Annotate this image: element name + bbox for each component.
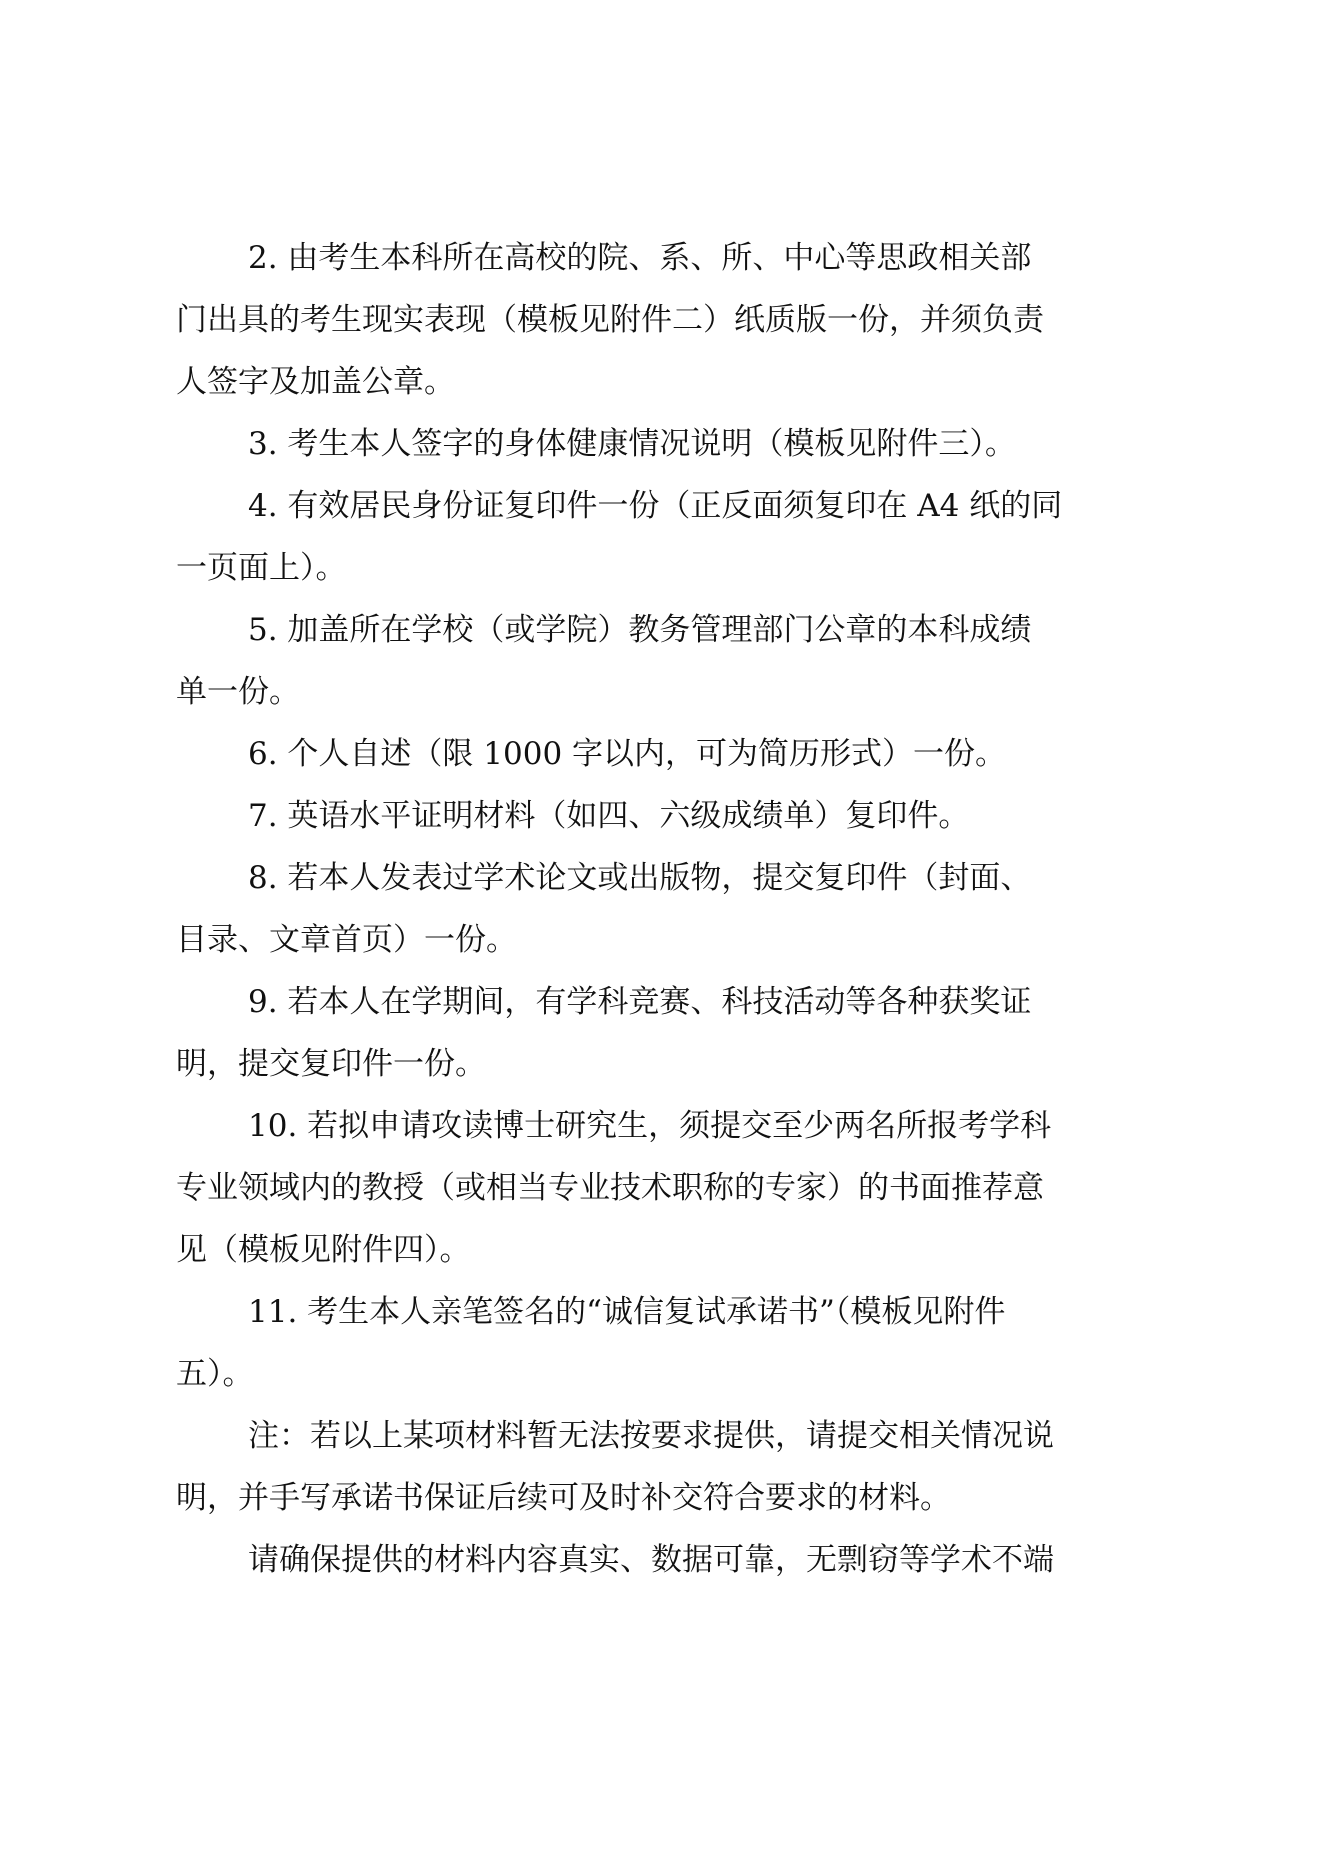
text-line: 专业领域内的教授（或相当专业技术职称的专家）的书面推荐意 [176, 1170, 1044, 1206]
item-11 [176, 1292, 1156, 1416]
item-10 [176, 1106, 1156, 1292]
text-line: 4. 有效居民身份证复印件一份（正反面须复印在 A4 纸的同 [248, 488, 1063, 524]
item-7 [176, 796, 1156, 858]
text-line: 9. 若本人在学期间，有学科竞赛、科技活动等各种获奖证 [248, 984, 1032, 1020]
item-6 [176, 734, 1156, 796]
document-page [176, 238, 1156, 1580]
text-line: 明，提交复印件一份。 [176, 1046, 486, 1082]
text-line: 目录、文章首页）一份。 [176, 922, 517, 958]
text-line: 7. 英语水平证明材料（如四、六级成绩单）复印件。 [248, 798, 970, 834]
text-line: 注：若以上某项材料暂无法按要求提供，请提交相关情况说 [248, 1418, 1054, 1454]
text-line: 人签字及加盖公章。 [176, 364, 455, 400]
item-3 [176, 424, 1156, 486]
text-line: 5. 加盖所在学校（或学院）教务管理部门公章的本科成绩 [248, 612, 1032, 648]
text-line: 8. 若本人发表过学术论文或出版物，提交复印件（封面、 [248, 860, 1032, 896]
text-line: 6. 个人自述（限 1000 字以内，可为简历形式）一份。 [248, 736, 1007, 772]
text-line: 五）。 [176, 1356, 254, 1392]
text-line: 明，并手写承诺书保证后续可及时补交符合要求的材料。 [176, 1480, 951, 1516]
text-line: 10. 若拟申请攻读博士研究生，须提交至少两名所报考学科 [248, 1108, 1052, 1144]
text-line: 请确保提供的材料内容真实、数据可靠，无剽窃等学术不端 [248, 1542, 1054, 1578]
item-9 [176, 982, 1156, 1106]
note-paragraph [176, 1416, 1156, 1540]
closing-paragraph [176, 1540, 1156, 1580]
text-line: 2. 由考生本科所在高校的院、系、所、中心等思政相关部 [248, 240, 1032, 276]
item-4 [176, 486, 1156, 610]
text-line: 11. 考生本人亲笔签名的“诚信复试承诺书”（模板见附件 [248, 1294, 1006, 1330]
item-8 [176, 858, 1156, 982]
text-line: 单一份。 [176, 674, 300, 710]
text-line: 门出具的考生现实表现（模板见附件二）纸质版一份，并须负责 [176, 302, 1044, 338]
text-line: 一页面上）。 [176, 550, 347, 586]
item-2 [176, 238, 1156, 424]
text-line: 3. 考生本人签字的身体健康情况说明（模板见附件三）。 [248, 426, 1016, 462]
item-5 [176, 610, 1156, 734]
text-line: 见（模板见附件四）。 [176, 1232, 471, 1268]
